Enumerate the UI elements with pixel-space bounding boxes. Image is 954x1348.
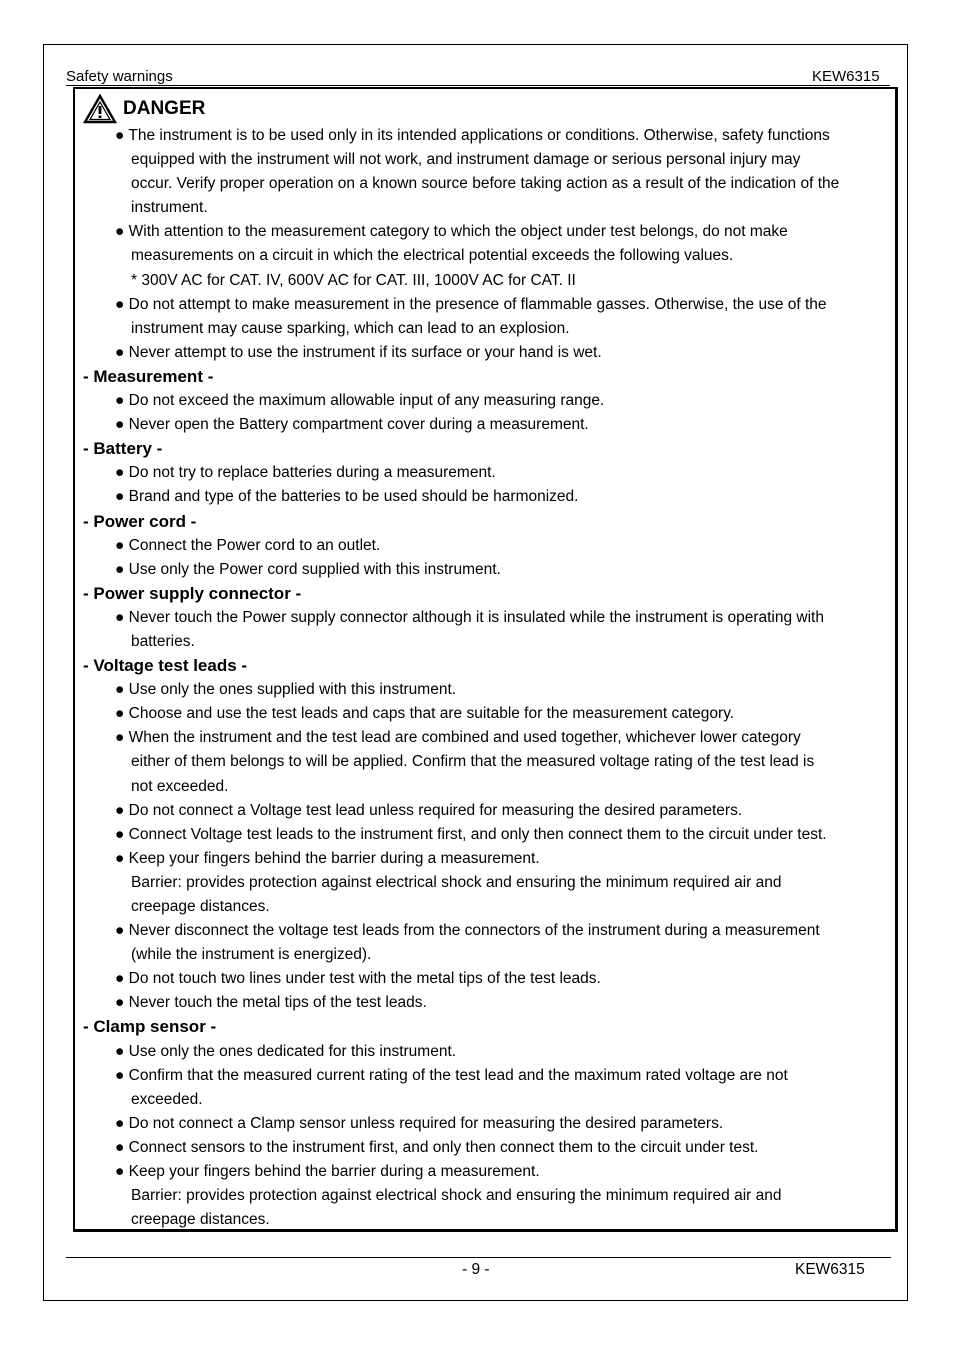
bullet-continuation: instrument may cause sparking, which can lead to an explosion. (131, 319, 570, 337)
bullet-item: ● Keep your fingers behind the barrier during a measurement. (115, 1163, 540, 1181)
bullet-continuation: * 300V AC for CAT. IV, 600V AC for CAT. III, 1000V AC for CAT. II (131, 271, 576, 289)
bullet-item: ● The instrument is to be used only in its intended applications or conditions. Otherwise, safety functions (115, 127, 830, 144)
bullet-continuation: Barrier: provides protection against electrical shock and ensuring the minimum required air and (131, 1187, 782, 1205)
bullet-item: ● Never attempt to use the instrument if its surface or your hand is wet. (115, 343, 602, 361)
bullet-item: ● Never disconnect the voltage test leads from the connectors of the instrument during a measurement (115, 922, 820, 940)
bullet-continuation: creepage distances. (131, 1211, 270, 1229)
bullet-continuation: not exceeded. (131, 777, 229, 795)
bullet-continuation: creepage distances. (131, 898, 270, 915)
header-model: KEW6315 (812, 68, 880, 85)
bullet-item: ● Do not touch two lines under test with the metal tips of the test leads. (115, 970, 601, 988)
bullet-item: ● Never open the Battery compartment cover during a measurement. (115, 416, 589, 434)
section-heading: - Battery - (83, 439, 163, 459)
bullet-continuation: Barrier: provides protection against electrical shock and ensuring the minimum required air and (131, 873, 782, 891)
bullet-item: ● Connect Voltage test leads to the instrument first, and only then connect them to the circuit under test. (115, 825, 827, 843)
bullet-item: ● Do not try to replace batteries during a measurement. (115, 464, 496, 482)
bullet-continuation: occur. Verify proper operation on a known source before taking action as a result of the indication of the (131, 175, 840, 193)
bullet-item: ● Keep your fingers behind the barrier during a measurement. (115, 849, 540, 867)
danger-heading (83, 94, 205, 124)
page-number: - 9 - (462, 1261, 490, 1278)
bullet-item: ● Do not connect a Clamp sensor unless required for measuring the desired parameters. (115, 1114, 724, 1132)
bullet-item: ● Use only the ones supplied with this instrument. (115, 681, 457, 699)
bullet-item: ● Do not connect a Voltage test lead unless required for measuring the desired parameters. (115, 801, 743, 819)
warning-triangle-icon (83, 94, 117, 124)
section-heading: - Measurement - (83, 366, 214, 386)
section-heading: - Clamp sensor - (83, 1017, 217, 1037)
bullet-continuation: equipped with the instrument will not work, and instrument damage or serious personal injury may (131, 151, 801, 169)
bullet-item: ● Never touch the metal tips of the test leads. (115, 994, 427, 1012)
bullet-item: ● Use only the ones dedicated for this instrument. (115, 1042, 457, 1060)
footer-divider (66, 1257, 891, 1258)
section-heading: - Power cord - (83, 511, 197, 531)
bullet-continuation: instrument. (131, 199, 208, 217)
bullet-item: ● When the instrument and the test lead are combined and used together, whichever lower category (115, 729, 801, 747)
bullet-item: ● Use only the Power cord supplied with this instrument. (115, 560, 501, 578)
bullet-item: ● With attention to the measurement category to which the object under test belongs, do not make (115, 223, 788, 241)
section-heading: - Voltage test leads - (83, 656, 248, 676)
bullet-continuation: (while the instrument is energized). (131, 946, 372, 964)
bullet-item: ● Choose and use the test leads and caps that are suitable for the measurement category. (115, 705, 735, 723)
bullet-item: ● Connect the Power cord to an outlet. (115, 536, 381, 554)
bullet-continuation: measurements on a circuit in which the electrical potential exceeds the following values. (131, 247, 734, 265)
bullet-item: ● Do not exceed the maximum allowable input of any measuring range. (115, 392, 605, 410)
bullet-continuation: batteries. (131, 632, 195, 650)
bullet-continuation: either of them belongs to will be applied. Confirm that the measured voltage rating of the test lead is (131, 753, 815, 771)
bullet-item: ● Never touch the Power supply connector although it is insulated while the instrument is operating with (115, 608, 824, 626)
danger-content (83, 124, 895, 1232)
danger-title: DANGER (123, 98, 206, 119)
section-heading: - Power supply connector - (83, 583, 302, 603)
bullet-item: ● Confirm that the measured current rating of the test lead and the maximum rated voltage are not (115, 1066, 788, 1084)
bullet-item: ● Brand and type of the batteries to be used should be harmonized. (115, 488, 579, 506)
bullet-item: ● Connect sensors to the instrument first, and only then connect them to the circuit under test. (115, 1138, 759, 1156)
header-divider (66, 85, 890, 86)
header-section-title: Safety warnings (66, 68, 173, 85)
footer-model: KEW6315 (795, 1261, 865, 1278)
bullet-continuation: exceeded. (131, 1090, 203, 1108)
bullet-item: ● Do not attempt to make measurement in the presence of flammable gasses. Otherwise, the use of the (115, 295, 827, 313)
